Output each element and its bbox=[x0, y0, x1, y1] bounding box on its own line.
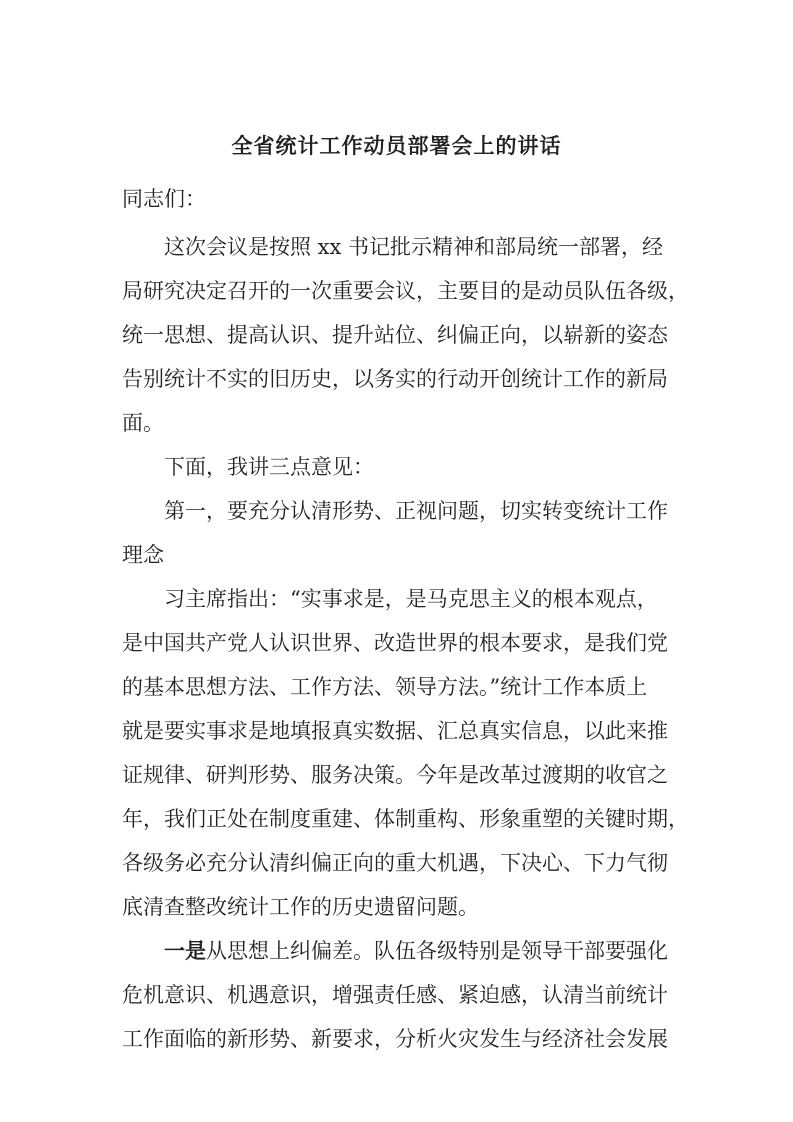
document-title: 全省统计工作动员部署会上的讲话 bbox=[231, 133, 562, 158]
section-heading-line: 第一，要充分认清形势、正视问题，切实转变统计工作 bbox=[164, 499, 668, 523]
paragraph-line: 面。 bbox=[122, 411, 164, 435]
section-heading-line: 理念 bbox=[122, 543, 164, 567]
paragraph-line: 习主席指出：“实事求是，是马克思主义的根本观点， bbox=[164, 587, 658, 611]
paragraph-line: 证规律、研判形势、服务决策。今年是改革过渡期的收官之 bbox=[122, 763, 668, 787]
paragraph-line: 底清查整改统计工作的历史遗留问题。 bbox=[122, 895, 479, 919]
paragraph-line: 各级务必充分认清纠偏正向的重大机遇，下决心、下力气彻 bbox=[122, 851, 668, 875]
paragraph-line-text: 从思想上纠偏差。队伍各级特别是领导干部要强化 bbox=[206, 939, 668, 963]
paragraph-line: 就是要实事求是地填报真实数据、汇总真实信息，以此来推 bbox=[122, 719, 668, 743]
paragraph-line: 年，我们正处在制度重建、体制重构、形象重塑的关键时期， bbox=[122, 807, 689, 831]
paragraph-line: 工作面临的新形势、新要求，分析火灾发生与经济社会发展 bbox=[122, 1027, 668, 1051]
paragraph-line: 下面，我讲三点意见： bbox=[164, 455, 374, 479]
paragraph-line: 告别统计不实的旧历史，以务实的行动开创统计工作的新局 bbox=[122, 367, 668, 391]
paragraph-line: 危机意识、机遇意识，增强责任感、紧迫感，认清当前统计 bbox=[122, 983, 668, 1007]
paragraph-line: 局研究决定召开的一次重要会议，主要目的是动员队伍各级， bbox=[122, 279, 689, 303]
paragraph-line: 统一思想、提高认识、提升站位、纠偏正向，以崭新的姿态 bbox=[122, 323, 668, 347]
paragraph-line: 的基本思想方法、工作方法、领导方法。”统计工作本质上 bbox=[122, 675, 648, 699]
salutation: 同志们： bbox=[122, 187, 206, 211]
paragraph-line: 这次会议是按照 xx 书记批示精神和部局统一部署，经 bbox=[164, 235, 664, 259]
paragraph-line bbox=[164, 938, 668, 964]
paragraph-line: 是中国共产党人认识世界、改造世界的根本要求，是我们党 bbox=[122, 631, 668, 655]
emphasis-lead: 一是 bbox=[164, 938, 206, 963]
